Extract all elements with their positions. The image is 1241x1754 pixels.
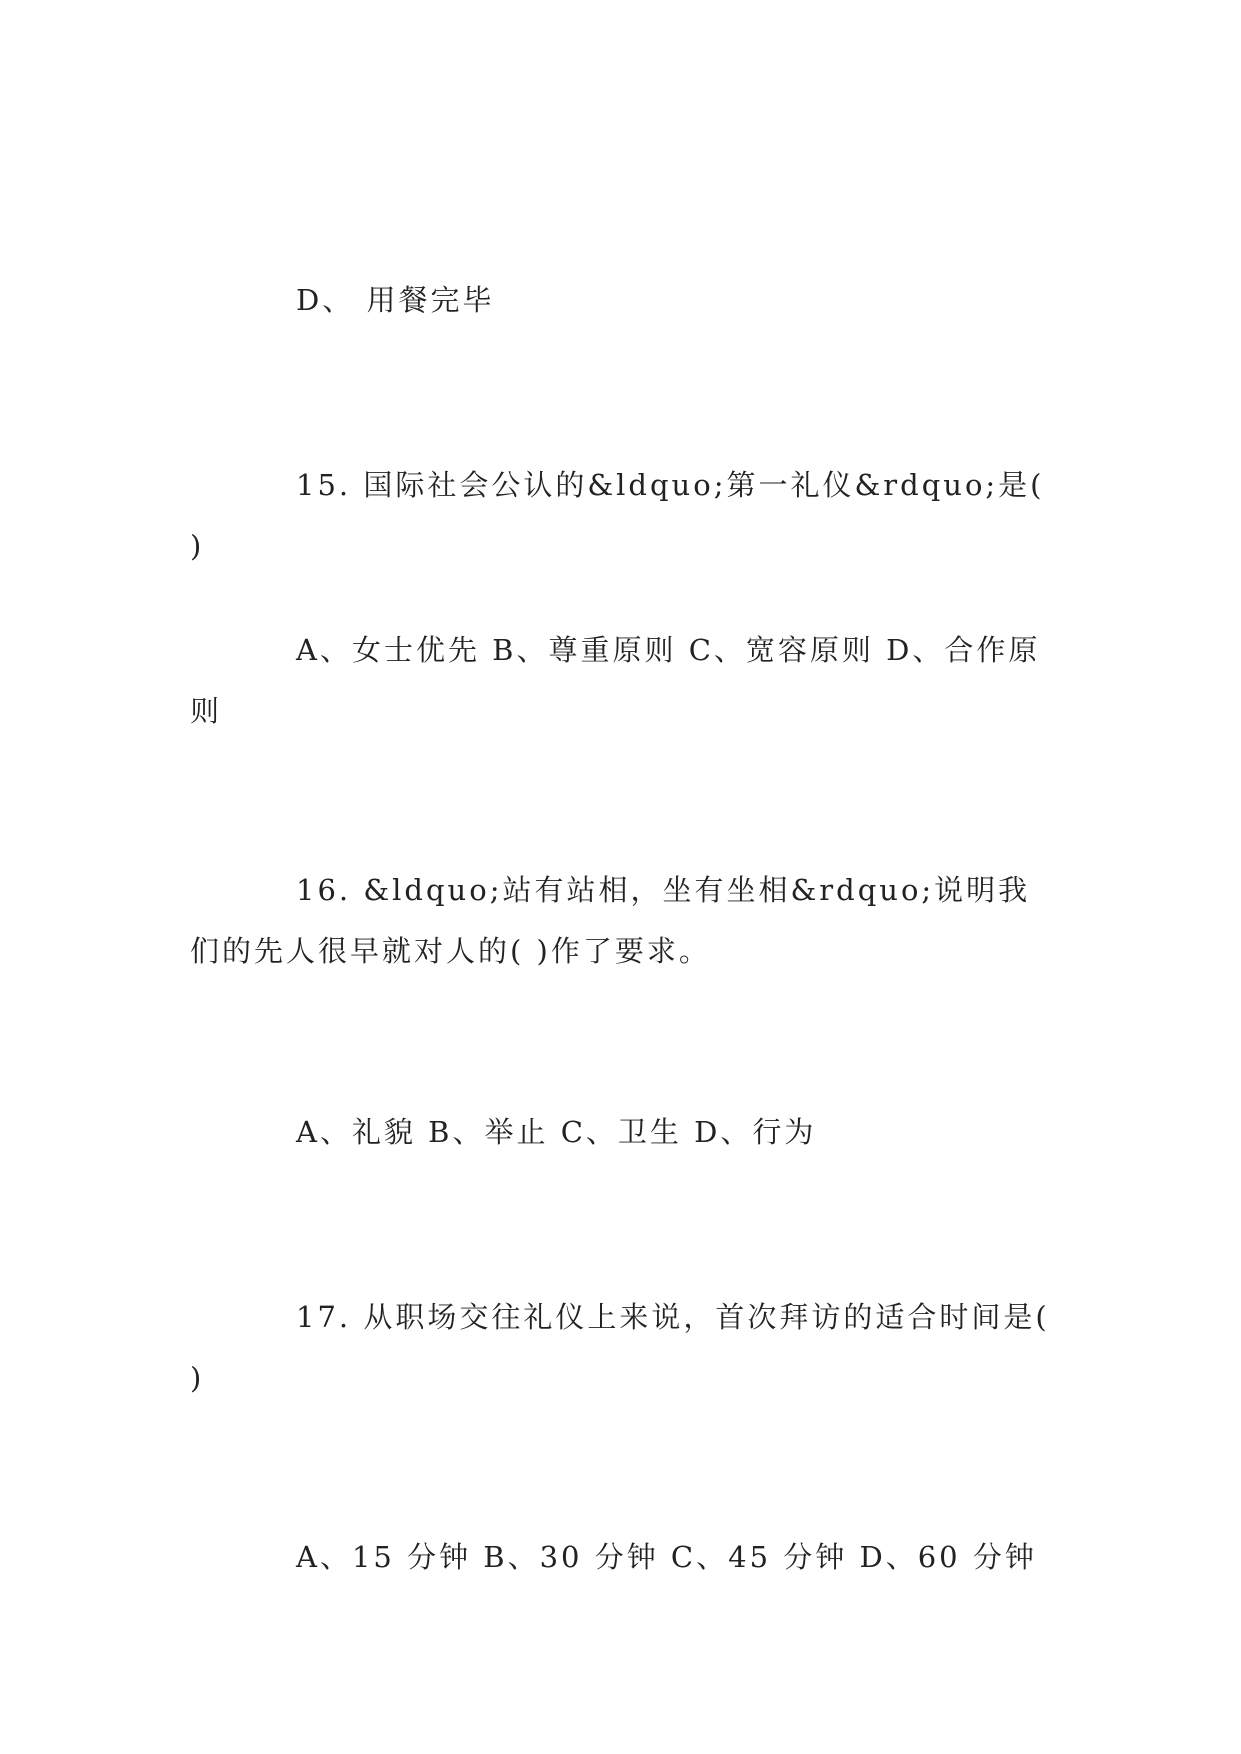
question-15: 15. 国际社会公认的&ldquo;第一礼仪&rdquo;是( ) [190, 468, 1045, 563]
option-line-d: D、 用餐完毕 [296, 283, 495, 317]
question-17-options: A、15 分钟 B、30 分钟 C、45 分钟 D、60 分钟 [296, 1540, 1037, 1574]
question-16: 16. &ldquo;站有站相，坐有坐相&rdquo;说明我们的先人很早就对人的( )作了要求。 [190, 873, 1031, 968]
question-16-options: A、礼貌 B、举止 C、卫生 D、行为 [296, 1115, 817, 1149]
question-15-options: A、女士优先 B、尊重原则 C、宽容原则 D、合作原则 [190, 633, 1041, 728]
question-17: 17. 从职场交往礼仪上来说，首次拜访的适合时间是( ) [190, 1300, 1050, 1395]
